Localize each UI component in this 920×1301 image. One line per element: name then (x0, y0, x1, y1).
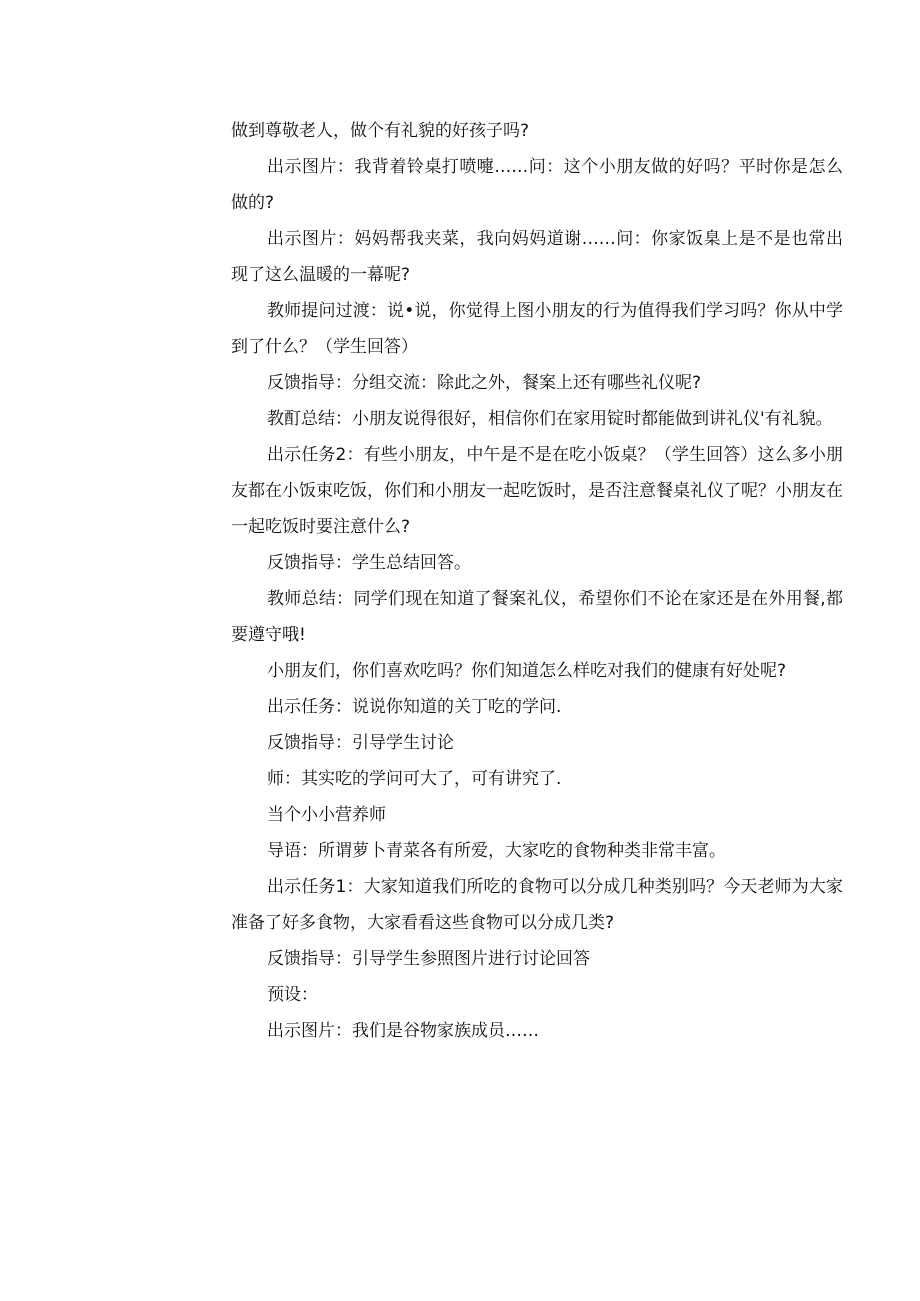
paragraph-9: 教师总结：同学们现在知道了餐案礼仪，希望你们不论在家还是在外用餐,都要遵守哦! (231, 589, 843, 645)
paragraph-16: 出示任务1：大家知道我们所吃的食物可以分成几种类别吗？今天老师为大家准备了好多食物，大家看看这些食物可以分成几类? (231, 877, 843, 933)
paragraph-19: 出示图片：我们是谷物家族成员…… (267, 1021, 539, 1041)
paragraph-15: 导语：所谓萝卜青菜各有所爱，大家吃的食物种类非常丰富。 (267, 841, 726, 861)
paragraph-1: 做到尊敬老人，做个有礼貌的好孩子吗? (231, 121, 530, 141)
paragraph-4: 教师提问过渡：说•说，你觉得上图小朋友的行为值得我们学习吗？你从中学到了什么？（学生回答） (231, 301, 843, 357)
paragraph-7: 出示任务2：有些小朋友，中午是不是在吃小饭桌？（学生回答）这么多小朋友都在小饭束吃饭，你们和小朋友一起吃饭时，是否注意餐桌礼仪了呢？小朋友在一起吃饭时要注意什么? (231, 445, 843, 537)
paragraph-18: 预设： (267, 985, 318, 1005)
paragraph-6: 教酊总结：小朋友说得很好，相信你们在家用锭时都能做到讲礼仪'有礼貌。 (267, 409, 833, 429)
paragraph-10: 小朋友们，你们喜欢吃吗？你们知道怎么样吃对我们的健康有好处呢? (267, 661, 787, 681)
paragraph-14: 当个小小营养师 (267, 805, 386, 825)
document-body (231, 113, 843, 1049)
paragraph-11: 出示任务：说说你知道的关丁吃的学问. (267, 697, 562, 717)
paragraph-13: 师：其实吃的学问可大了，可有讲究了. (267, 769, 562, 789)
paragraph-8: 反馈指导：学生总结回答。 (267, 553, 471, 573)
paragraph-12: 反馈指导：引导学生讨论 (267, 733, 454, 753)
paragraph-5: 反馈指导：分组交流：除此之外，餐案上还有哪些礼仪呢? (267, 373, 702, 393)
paragraph-17: 反馈指导：引导学生参照图片进行讨论回答 (267, 949, 590, 969)
paragraph-3: 出示图片：妈妈帮我夹菜，我向妈妈道谢……问：你家饭臬上是不是也常出现了这么温暖的一幕呢? (231, 229, 843, 285)
paragraph-2: 出示图片：我背着铃桌打喷嚏……问：这个小朋友做的好吗？平时你是怎么做的? (231, 157, 843, 213)
